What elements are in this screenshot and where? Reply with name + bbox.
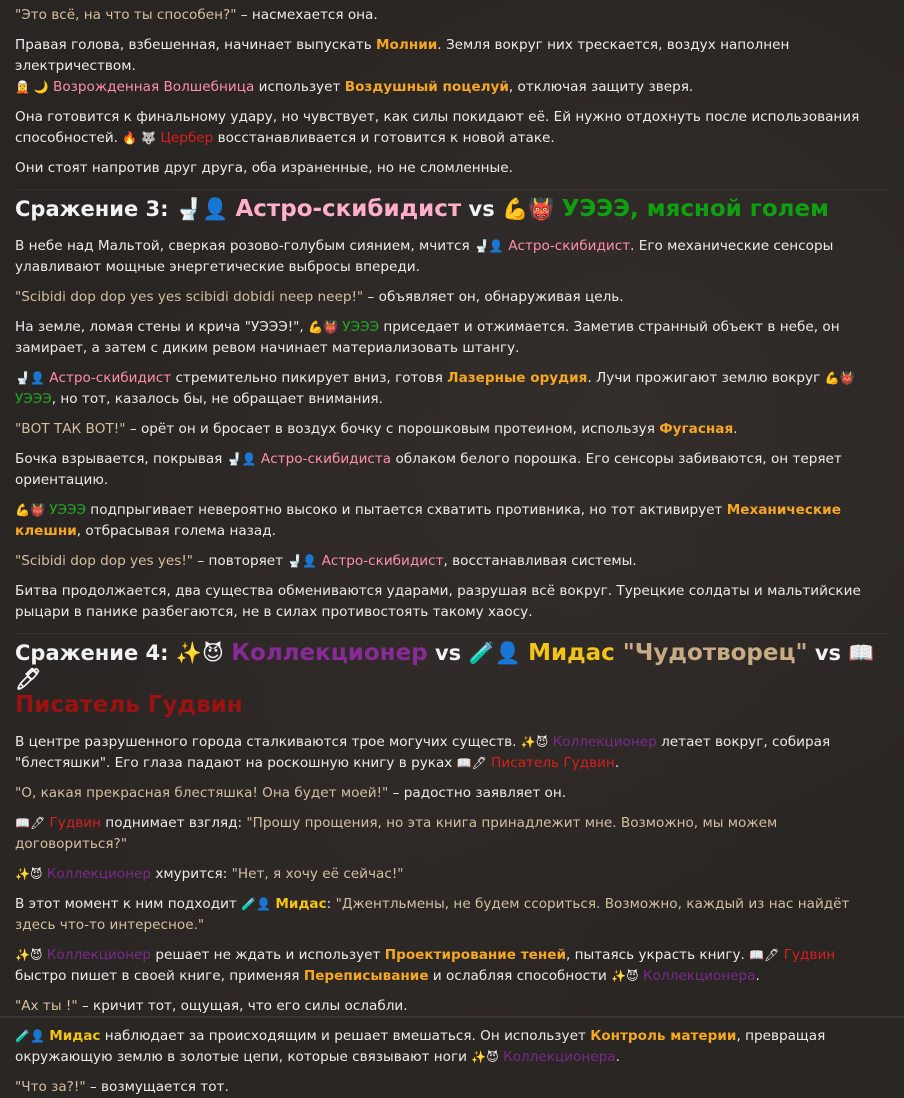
character-golem: УЭЭЭ xyxy=(342,319,380,335)
toilet-person-icon: 🚽👤 xyxy=(175,197,229,221)
quote: "О, какая прекрасная блестяшка! Она будет моей!" xyxy=(15,785,389,801)
paragraph: "Это всё, на что ты способен?" – насмехается она. xyxy=(15,7,378,23)
fighter-golem: УЭЭЭ, мясной голем xyxy=(561,196,829,222)
sparkles-devil-icon: ✨😈 xyxy=(611,969,639,983)
character-sorceress: Возрожденная Волшебница xyxy=(53,79,255,95)
paragraph: В центре разрушенного города сталкиваются трое могучих существ. ✨😈 Коллекционер летает вокруг, собирая "блестяшки". Его глаза падают на роскошную книгу в руках 📖🖊 Писатель Гудвин. xyxy=(15,734,831,771)
paragraph: "ВОТ ТАК ВОТ!" – орёт он и бросает в воздух бочку с порошковым протеином, используя Фугасная. xyxy=(15,421,738,437)
book-pen-icon: 📖🖊 xyxy=(15,816,46,830)
sparkles-devil-icon: ✨😈 xyxy=(520,735,549,749)
potion-person-icon: 🧪👤 xyxy=(468,641,521,665)
paragraph: 🚽👤 Астро-скибидист стремительно пикирует вниз, готовя Лазерные орудия. Лучи прожигают землю вокруг 💪👹 УЭЭЭ, но тот, казалось бы, не обращает внимания. xyxy=(15,370,855,407)
sparkles-devil-icon: ✨😈 xyxy=(15,867,43,881)
paragraph: На земле, ломая стены и крича "УЭЭЭ!", 💪👹 УЭЭЭ приседает и отжимается. Заметив странный объект в небе, он замирает, а затем с диким ревом начинает материализовать штангу. xyxy=(15,319,840,356)
paragraph: ✨😈 Коллекционер решает не ждать и использует Проектирование теней, пытаясь украсть книгу. 📖🖊 Гудвин быстро пишет в своей книге, применяя Переписывание и ослабляя способности ✨😈 Коллекционера. xyxy=(15,947,836,984)
quote: "Это всё, на что ты способен?" xyxy=(15,7,237,23)
character-astro: Астро-скибидист xyxy=(49,370,172,386)
quote: "Scibidi dop dop yes yes scibidi dobidi neep neep!" xyxy=(15,289,364,305)
paragraph: В небе над Мальтой, сверкая розово-голубым сиянием, мчится 🚽👤 Астро-скибидист. Его механические сенсоры улавливают мощные энергетические выбросы впереди. xyxy=(15,238,834,275)
fighter-collector: Коллекционер xyxy=(231,640,428,666)
paragraph: "Scibidi dop dop yes yes!" – повторяет 🚽👤 Астро-скибидист, восстанавливая системы. xyxy=(15,553,637,569)
quote: "Scibidi dop dop yes yes!" xyxy=(15,553,194,569)
muscle-ogre-icon: 💪👹 xyxy=(308,320,338,334)
muscle-ogre-icon: 💪👹 xyxy=(15,503,45,517)
battle-4-heading: Сражение 4: ✨😈 Коллекционер vs 🧪👤 Мидас "Чудотворец" vs 📖🖊 Писатель Гудвин xyxy=(15,633,890,718)
fighter-astro: Астро-скибидист xyxy=(235,196,462,222)
skill-name: Молнии xyxy=(376,37,438,53)
quote: "Что за?!" xyxy=(15,1079,86,1095)
battle-3-heading: Сражение 3: 🚽👤 Астро-скибидист vs 💪👹 УЭЭЭ, мясной голем xyxy=(15,189,890,222)
paragraph: "Scibidi dop dop yes yes scibidi dobidi neep neep!" – объявляет он, обнаруживая цель. xyxy=(15,289,624,305)
skill-name: Переписывание xyxy=(303,968,429,984)
quote: "Ах ты !" xyxy=(15,998,78,1014)
paragraph: ✨😈 Коллекционер хмурится: "Нет, я хочу её сейчас!" xyxy=(15,866,404,882)
character-astro: Астро-скибидиста xyxy=(260,451,392,467)
skill-name: Фугасная xyxy=(659,421,734,437)
fire-wolf-icon: 🔥 🐺 xyxy=(122,131,156,145)
toilet-person-icon: 🚽👤 xyxy=(473,239,504,253)
character-collector: Коллекционер xyxy=(552,734,657,750)
book-pen-icon: 📖🖊 xyxy=(15,641,875,691)
paragraph: Правая голова, взбешенная, начинает выпускать Молнии. Земля вокруг них трескается, воздух наполнен электричеством. 🧝 🌙 Возрожденная Волшебница использует Воздушный поцелуй, отключая защиту зверя. xyxy=(15,37,790,95)
sparkles-devil-icon: ✨😈 xyxy=(15,948,43,962)
skill-name: Контроль материи xyxy=(590,1028,737,1044)
paragraph: Они стоят напротив друг друга, оба израненные, но не сломленные. xyxy=(15,160,513,176)
paragraph: 📖🖊 Гудвин поднимает взгляд: "Прошу прощения, но эта книга принадлежит мне. Возможно, мы можем договориться?" xyxy=(15,815,778,852)
book-pen-icon: 📖🖊 xyxy=(749,948,780,962)
character-golem: УЭЭЭ xyxy=(15,391,52,407)
character-cerberus: Цербер xyxy=(160,130,214,146)
sparkles-devil-icon: ✨😈 xyxy=(471,1050,499,1064)
character-writer: Гудвин xyxy=(49,815,101,831)
character-collector: Коллекционер xyxy=(46,866,151,882)
quote: "Джентльмены, не будем ссориться. Возможно, каждый из нас найдёт здесь что-то интересное." xyxy=(15,896,850,933)
muscle-ogre-icon: 💪👹 xyxy=(502,197,555,221)
quote: "Нет, я хочу её сейчас!" xyxy=(231,866,404,882)
book-pen-icon: 📖🖊 xyxy=(456,756,487,770)
quote: "ВОТ ТАК ВОТ!" xyxy=(15,421,126,437)
paragraph: 💪👹 УЭЭЭ подпрыгивает невероятно высоко и пытается схватить противника, но тот активирует Механические клешни, отбрасывая голема назад. xyxy=(15,502,841,539)
toilet-person-icon: 🚽👤 xyxy=(15,371,45,385)
paragraph: 🧪👤 Мидас наблюдает за происходящим и решает вмешаться. Он использует Контроль материи, превращая окружающую землю в золотые цепи, которые связывают ноги ✨😈 Коллекционера. xyxy=(15,1028,826,1065)
toilet-person-icon: 🚽👤 xyxy=(287,554,318,568)
muscle-ogre-icon: 💪👹 xyxy=(824,371,855,385)
character-collector: Коллекционера xyxy=(503,1049,616,1065)
character-astro: Астро-скибидист xyxy=(321,553,444,569)
toilet-person-icon: 🚽👤 xyxy=(226,452,257,466)
character-writer: Гудвин xyxy=(783,947,836,963)
paragraph: "Что за?!" – возмущается тот. xyxy=(15,1079,229,1095)
paragraph: "О, какая прекрасная блестяшка! Она будет моей!" – радостно заявляет он. xyxy=(15,785,567,801)
paragraph: Битва продолжается, два существа обмениваются ударами, разрушая всё вокруг. Турецкие солдаты и мальтийские рыцари в панике разбегаются, не в силах противостоять такому хаосу. xyxy=(15,583,861,620)
character-writer: Писатель Гудвин xyxy=(491,755,615,771)
skill-name: Воздушный поцелуй xyxy=(344,79,509,95)
fighter-midas: Мидас xyxy=(528,640,615,666)
elf-moon-icon: 🧝 🌙 xyxy=(15,80,49,94)
paragraph: "Ах ты !" – кричит тот, ощущая, что его силы ослабли. xyxy=(15,998,408,1014)
potion-person-icon: 🧪👤 xyxy=(15,1029,45,1043)
character-collector: Коллекционера xyxy=(642,968,756,984)
fighter-writer: Писатель Гудвин xyxy=(15,692,243,718)
skill-name: Лазерные орудия xyxy=(447,370,588,386)
fighter-midas-title: "Чудотворец" xyxy=(614,640,808,666)
quote: "Прошу прощения, но эта книга принадлежит мне. Возможно, мы можем договориться?" xyxy=(15,815,778,852)
skill-name: Механические клешни xyxy=(15,502,841,539)
character-midas: Мидас xyxy=(275,896,327,912)
paragraph: В этот момент к ним подходит 🧪👤 Мидас: "Джентльмены, не будем ссориться. Возможно, каждый из нас найдёт здесь что-то интересное." xyxy=(15,896,850,933)
paragraph: Бочка взрывается, покрывая 🚽👤 Астро-скибидиста облаком белого порошка. Его сенсоры забиваются, он теряет ориентацию. xyxy=(15,451,842,488)
character-collector: Коллекционер xyxy=(46,947,151,963)
skill-name: Проектирование теней xyxy=(384,947,566,963)
potion-person-icon: 🧪👤 xyxy=(241,897,272,911)
character-astro: Астро-скибидист xyxy=(508,238,631,254)
character-midas: Мидас xyxy=(49,1028,101,1044)
sparkles-devil-icon: ✨😈 xyxy=(175,641,224,665)
character-golem: УЭЭЭ xyxy=(49,502,86,518)
paragraph: Она готовится к финальному удару, но чувствует, как силы покидают её. Ей нужно отдохнуть после использования способностей. 🔥 🐺 Цербер восстанавливается и готовится к новой атаке. xyxy=(15,109,860,146)
